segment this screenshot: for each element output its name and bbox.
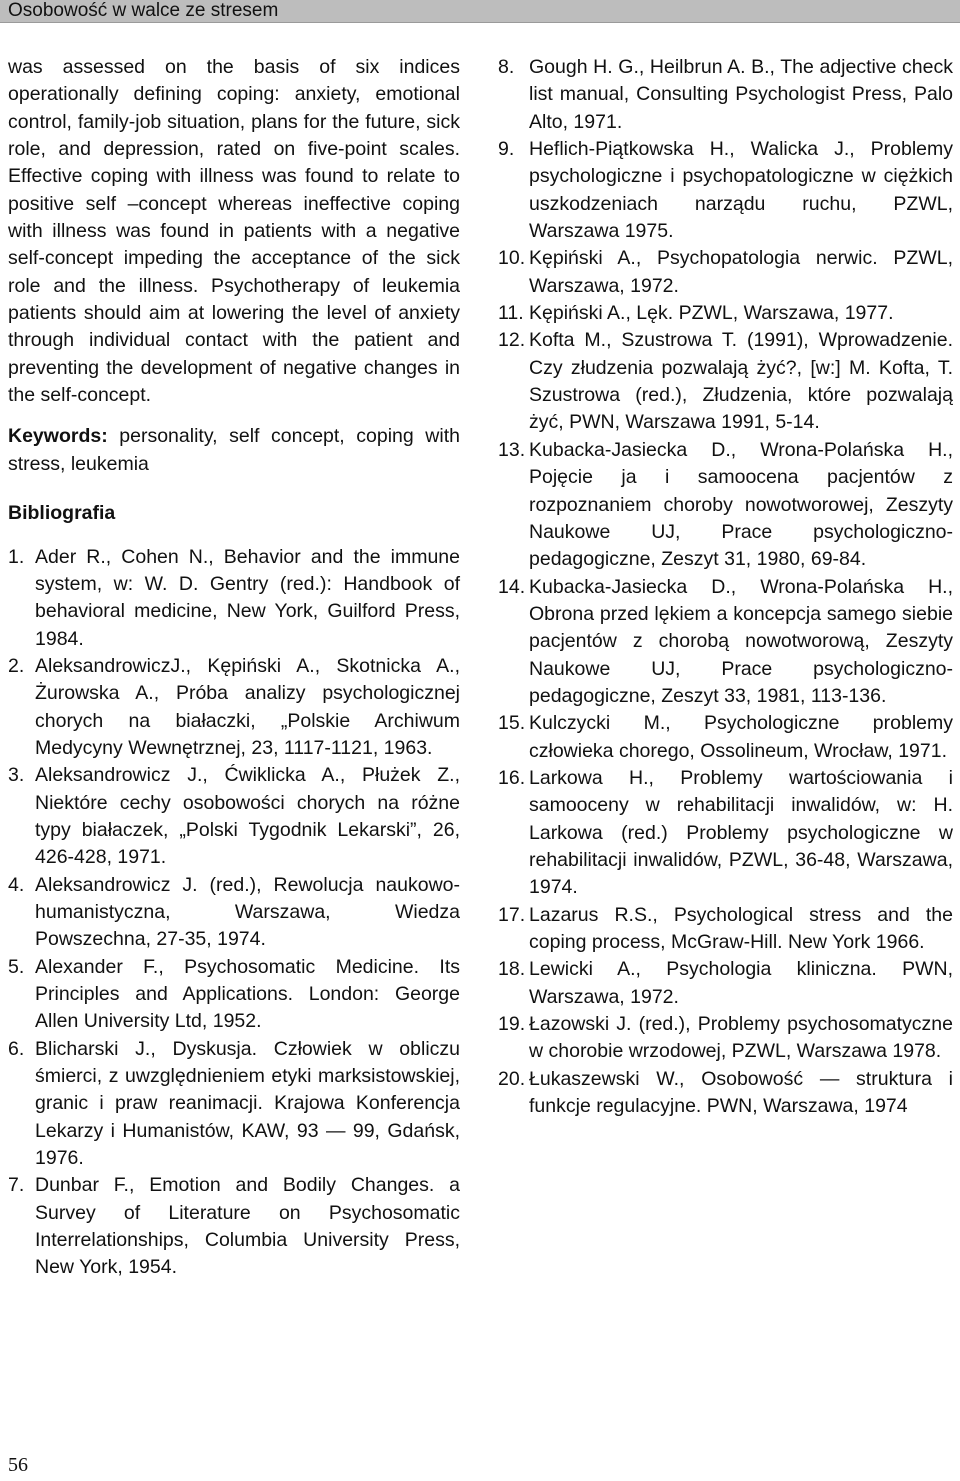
reference-item: [8, 544, 460, 653]
reference-number: 18.: [498, 958, 526, 981]
reference-number: 14.: [498, 575, 526, 598]
reference-item: [8, 653, 460, 762]
reference-number: 2.: [8, 654, 25, 677]
keywords: [8, 423, 460, 478]
reference-text: Kofta M., Szustrowa T. (1991), Wprowadzenie. Czy złudzenia pozwalają żyć?, [w:] M. Kofta, T. Szustrowa (red.), Złudzenia, które pozwalają żyć, PWN, Warszawa 1991, 5-14.: [529, 329, 953, 434]
reference-text: Aleksandrowicz J. (red.), Rewolucja naukowo-humanistyczna, Warszawa, Wiedza Powszechna, 27-35, 1974.: [35, 873, 460, 951]
reference-number: 13.: [498, 438, 526, 461]
reference-number: 4.: [8, 873, 25, 896]
reference-text: AleksandrowiczJ., Kępiński A., Skotnicka A., Żurowska A., Próba analizy psychologicznej chorych na białaczki, „Polskie Archiwum Medycyny Wewnętrznej, 23, 1117-1121, 1963.: [35, 654, 460, 759]
reference-number: 6.: [8, 1037, 25, 1060]
reference-item: [8, 1172, 460, 1281]
page-number: 56: [8, 1454, 28, 1476]
reference-number: 16.: [498, 766, 526, 789]
keywords-label: Keywords:: [8, 425, 108, 448]
reference-item: [498, 327, 953, 436]
reference-number: 10.: [498, 247, 526, 270]
reference-number: 15.: [498, 712, 526, 735]
abstract-text: was assessed on the basis of six indices operationally defining coping: anxiety, emotional control, family-job situation, plans for the future, sick role, and depression, rated on five-point scales. Effective coping with illness was found to relate to positive self –concept whereas ineffective coping with illness was found in patients with a negative self-concept impeding the acceptance of the sick role and the illness. Psychotherapy of leukemia patients should aim at lowering the level of anxiety through individual contact with the patient and preventing the development of negative changes in the self-concept.: [8, 56, 460, 407]
reference-item: [498, 300, 953, 327]
reference-text: Łazowski J. (red.), Problemy psychosomatyczne w chorobie wrzodowej, PZWL, Warszawa 1978.: [529, 1013, 953, 1063]
reference-item: [498, 1066, 953, 1121]
reference-text: Alexander F., Psychosomatic Medicine. Its Principles and Applications. London: George Allen University Ltd, 1952.: [35, 955, 460, 1033]
reference-text: Lazarus R.S., Psychological stress and the coping process, McGraw-Hill. New York 1966.: [529, 903, 953, 953]
reference-number: 9.: [498, 138, 515, 161]
reference-item: [498, 1011, 953, 1066]
reference-text: Heflich-Piątkowska H., Walicka J., Problemy psychologiczne i psychopatologiczne w ciężkich uszkodzeniach narządu ruchu, PZWL, Warszawa 1975.: [529, 138, 953, 243]
reference-item: [498, 765, 953, 902]
reference-item: [8, 872, 460, 954]
reference-text: Ader R., Cohen N., Behavior and the immune system, w: W. D. Gentry (red.): Handbook of behavioral medicine, New York, Guilford Press, 1984.: [35, 545, 460, 650]
reference-text: Kulczycki M., Psychologiczne problemy człowieka chorego, Ossolineum, Wrocław, 1971.: [529, 712, 953, 762]
reference-text: Lewicki A., Psychologia kliniczna. PWN, Warszawa, 1972.: [529, 958, 953, 1008]
reference-text: Kępiński A., Lęk. PZWL, Warszawa, 1977.: [529, 302, 894, 325]
keywords-text: personality, self concept, coping with stress, leukemia: [8, 425, 460, 475]
reference-item: [498, 956, 953, 1011]
reference-item: [498, 136, 953, 245]
reference-number: 7.: [8, 1174, 25, 1197]
reference-number: 5.: [8, 955, 25, 978]
reference-number: 17.: [498, 903, 526, 926]
reference-item: [498, 902, 953, 957]
reference-item: [498, 54, 953, 136]
running-title: Osobowość w walce ze stresem: [8, 0, 279, 21]
reference-number: 1.: [8, 545, 25, 568]
right-column: [498, 54, 953, 1120]
running-header: [0, 0, 960, 23]
reference-text: Larkowa H., Problemy wartościowania i samooceny w rehabilitacji inwalidów, w: H. Larkowa (red.) Problemy psychologiczne w rehabilitacji inwalidów, PZWL, 36-48, Warszawa, 1974.: [529, 766, 953, 899]
reference-number: 20.: [498, 1067, 526, 1090]
reference-text: Blicharski J., Dyskusja. Człowiek w obliczu śmierci, z uwzględnieniem etyki marksistowskiej, granic i praw reanimacji. Krajowa Konferencja Lekarzy i Humanistów, KAW, 93 — 99, Gdańsk, 1976.: [35, 1037, 460, 1170]
reference-text: Kubacka-Jasiecka D., Wrona-Polańska H., Obrona przed lękiem a koncepcja samego siebie pacjentów z chorobą nowotworową, Zeszyty Naukowe UJ, Prace psychologiczno-pedagogiczne, Zeszyt 33, 1981, 113-136.: [529, 575, 953, 707]
reference-text: Kępiński A., Psychopatologia nerwic. PZWL, Warszawa, 1972.: [529, 247, 953, 297]
reference-number: 12.: [498, 329, 526, 352]
reference-item: [8, 1036, 460, 1173]
reference-item: [498, 437, 953, 574]
reference-item: [498, 574, 953, 711]
reference-list-left: [8, 544, 460, 1282]
reference-number: 19.: [498, 1013, 526, 1036]
reference-text: Łukaszewski W., Osobowość — struktura i funkcje regulacyjne. PWN, Warszawa, 1974: [529, 1067, 953, 1118]
reference-list-right: [498, 54, 953, 1120]
reference-item: [498, 710, 953, 765]
reference-number: 3.: [8, 764, 25, 787]
reference-item: [8, 762, 460, 871]
reference-item: [8, 954, 460, 1036]
reference-text: Dunbar F., Emotion and Bodily Changes. a Survey of Literature on Psychosomatic Interrelationships, Columbia University Press, New York, 1954.: [35, 1174, 460, 1279]
reference-text: Kubacka-Jasiecka D., Wrona-Polańska H., Pojęcie ja i samoocena pacjentów z rozpoznaniem choroby nowotworowej, Zeszyty Naukowe UJ, Prace psychologiczno-pedagogiczne, Zeszyt 31, 1980, 69-84.: [529, 438, 953, 571]
left-column: [8, 54, 460, 1282]
reference-item: [498, 245, 953, 300]
reference-number: 8.: [498, 56, 515, 78]
section-title: Bibliografia: [8, 502, 116, 525]
reference-text: Gough H. G., Heilbrun A. B., The adjective check list manual, Consulting Psychologist Press, Palo Alto, 1971.: [529, 56, 953, 133]
reference-text: Aleksandrowicz J., Ćwiklicka A., Płużek Z., Niektóre cechy osobowości chorych na różne typy białaczek, „Polski Tygodnik Lekarski”, 26, 426-428, 1971.: [35, 764, 460, 869]
reference-number: 11.: [498, 302, 524, 325]
